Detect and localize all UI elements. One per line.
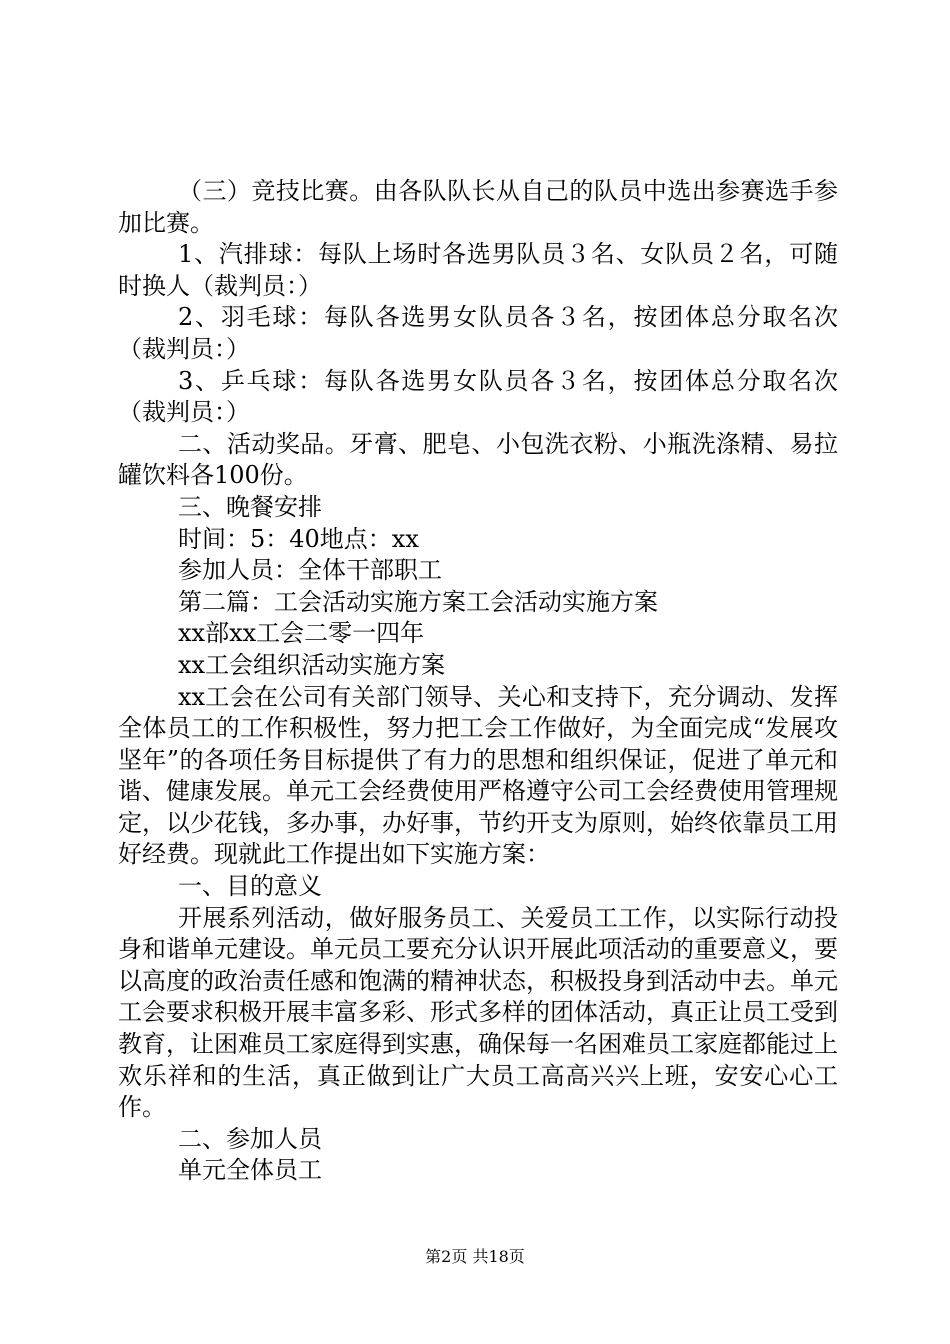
- paragraph-chapter-two-title: 第二篇：工会活动实施方案工会活动实施方案: [178, 587, 658, 616]
- paragraph-dinner-heading: 三、晚餐安排: [178, 492, 322, 521]
- paragraph-dinner-attendees: 参加人员：全体干部职工: [178, 556, 442, 585]
- document-body: [118, 176, 838, 1187]
- paragraph-competition: （三）竞技比赛。由各队队长从自己的队员中选出参赛选手参加比赛。: [118, 177, 838, 237]
- paragraph-participants-heading: 二、参加人员: [178, 1124, 322, 1153]
- paragraph-issuer: xx部xx工会二零一四年: [178, 619, 425, 648]
- paragraph-purpose-heading: 一、目的意义: [178, 872, 322, 901]
- paragraph-volleyball: 1、汽排球：每队上场时各选男队员３名、女队员２名，可随时换人（裁判员：）: [118, 240, 838, 300]
- paragraph-table-tennis: 3、乒乓球：每队各选男女队员各３名，按团体总分取名次（裁判员：）: [118, 366, 838, 427]
- page-indicator: 第2页 共18页: [425, 1247, 525, 1266]
- paragraph-participants-body: 单元全体员工: [178, 1156, 322, 1185]
- paragraph-prizes: 二、活动奖品。牙膏、肥皂、小包洗衣粉、小瓶洗涤精、易拉罐饮料各100份。: [118, 429, 838, 490]
- page-footer: [0, 1244, 950, 1267]
- paragraph-purpose-body: 开展系列活动，做好服务员工、关爱员工工作，以实际行动投身和谐单元建设。单元员工要充分认识开展此项活动的重要意义，要以高度的政治责任感和饱满的精神状态，积极投身到活动中去。单元工会要求积极开展丰富多彩、形式多样的团体活动，真正让员工受到教育，让困难员工家庭得到实惠，确保每一名困难员工家庭都能过上欢乐祥和的生活，真正做到让广大员工高高兴兴上班，安安心心工作。: [118, 903, 838, 1122]
- paragraph-introduction: xx工会在公司有关部门领导、关心和支持下，充分调动、发挥全体员工的工作积极性，努力把工会工作做好，为全面完成“发展攻坚年”的各项任务目标提供了有力的思想和组织保证，促进了单元和谐、健康发展。单元工会经费使用严格遵守公司工会经费使用管理规定，以少花钱，多办事，办好事，节约开支为原则，始终依靠员工用好经费。现就此工作提出如下实施方案：: [118, 682, 838, 869]
- paragraph-plan-title: xx工会组织活动实施方案: [178, 650, 446, 679]
- paragraph-dinner-time: 时间：5：40地点：xx: [178, 524, 419, 553]
- paragraph-badminton: 2、羽毛球：每队各选男女队员各３名，按团体总分取名次（裁判员：）: [118, 303, 838, 363]
